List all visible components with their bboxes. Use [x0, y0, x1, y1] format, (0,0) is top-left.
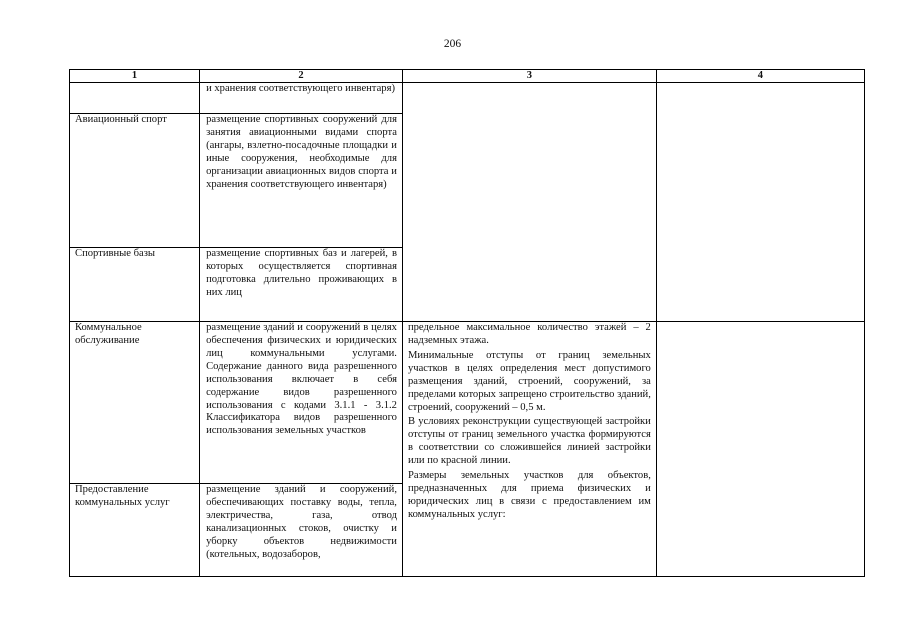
column-header-1: 1: [70, 70, 200, 83]
table-header-row: [70, 70, 865, 83]
parameter-paragraph: Размеры земельных участков для объектов, предназначенных для приема физических и юридических лиц в связи с предоставлением им коммунальных услуг:: [407, 470, 651, 520]
notes-cell-empty: [656, 322, 864, 577]
column-header-2: 2: [200, 70, 403, 83]
parameter-paragraph: предельное максимальное количество этажей – 2 надземных этажа.: [407, 322, 651, 346]
row-description-cell: размещение зданий и сооружений в целях обеспечения физических и юридических лиц коммунальными услугами. Содержание данного вида разрешенного использования включает в себя содержание видов разрешенного использования с кодами 3.1.1 - 3.1.2 Классификатора видов разрешенного использования земельных участков: [200, 322, 403, 484]
notes-cell-empty: [656, 83, 864, 322]
regulations-table: [69, 69, 865, 577]
column-header-3: 3: [402, 70, 656, 83]
parameters-cell-empty: [402, 83, 656, 322]
row-description-cell: размещение спортивных сооружений для занятия авиационными видами спорта (ангары, взлетно-посадочные площадки и иные сооружения, необходимые для организации авиационных видов спорта и хранения соответствующего инвентаря): [200, 114, 403, 248]
row-description-cell: и хранения соответствующего инвентаря): [200, 83, 403, 114]
parameter-paragraph: В условиях реконструкции существующей застройки отступы от границ земельного участка формируются в соответствии со сложившейся линией застройки или по красной линии.: [407, 416, 651, 467]
parameter-paragraph: Минимальные отступы от границ земельных участков в целях определения мест допустимого размещения зданий, строений, сооружений, за пределами которых запрещено строительство зданий, строений, сооружений – 0,5 м.: [407, 349, 651, 413]
table-row: [70, 83, 865, 114]
column-header-4: 4: [656, 70, 864, 83]
row-name-cell: Спортивные базы: [70, 248, 200, 322]
row-name-cell: Предоставление коммунальных услуг: [70, 484, 200, 577]
table-row: [70, 322, 865, 484]
parameters-cell: [402, 322, 656, 577]
row-name-cell: Авиационный спорт: [70, 114, 200, 248]
row-description-cell: размещение спортивных баз и лагерей, в которых осуществляется спортивная подготовка длительно проживающих в них лиц: [200, 248, 403, 322]
row-name-cell: [70, 83, 200, 114]
row-description-cell: размещение зданий и сооружений, обеспечивающих поставку воды, тепла, электричества, газа, отвод канализационных стоков, очистку и уборку объектов недвижимости (котельных, водозаборов,: [200, 484, 403, 577]
page-number: 206: [443, 38, 462, 50]
row-name-cell: Коммунальное обслуживание: [70, 322, 200, 484]
